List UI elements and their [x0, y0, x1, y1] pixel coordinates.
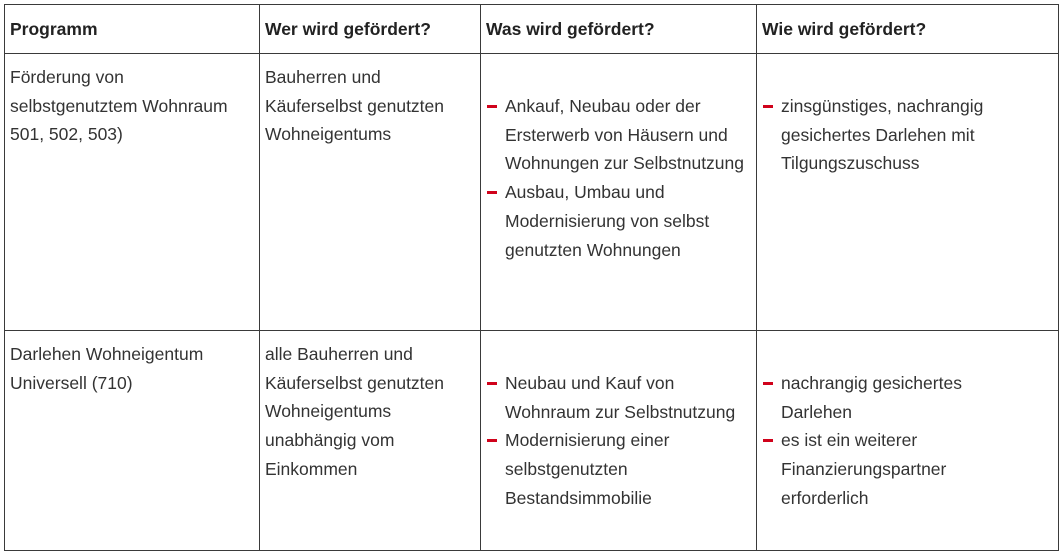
- wie-list: [762, 54, 990, 178]
- list-item: [486, 178, 751, 264]
- header-programm: Programm: [5, 5, 260, 54]
- programm-text: Förderung von selbstgenutztem Wohnraum 501, 502, 503): [10, 67, 228, 145]
- dash-bullet-icon: [763, 439, 773, 442]
- cell-was: [481, 54, 757, 331]
- cell-wer: [260, 331, 481, 551]
- list-item: [486, 426, 751, 512]
- cell-wer: [260, 54, 481, 331]
- list-item-text: Modernisierung einer selbstgenutzten Bestandsimmobilie: [505, 430, 670, 508]
- dash-bullet-icon: [487, 105, 497, 108]
- table-header-row: [5, 5, 1059, 54]
- dash-bullet-icon: [763, 382, 773, 385]
- list-item-text: Ankauf, Neubau oder der Ersterwerb von Häusern und Wohnungen zur Selbstnutzung: [505, 96, 745, 174]
- table-row: [5, 54, 1059, 331]
- cell-programm: [5, 331, 260, 551]
- programm-text: Darlehen Wohneigentum Universell (710): [10, 344, 204, 393]
- program-table: [4, 4, 1059, 551]
- header-wer: Wer wird gefördert?: [260, 5, 481, 54]
- list-item-text: nachrangig gesichertes Darlehen: [781, 373, 962, 422]
- dash-bullet-icon: [763, 105, 773, 108]
- was-list: [486, 331, 751, 513]
- cell-wie: [757, 54, 1059, 331]
- cell-was: [481, 331, 757, 551]
- list-item-text: es ist ein weiterer Finanzierungspartner erforderlich: [781, 430, 947, 508]
- dash-bullet-icon: [487, 439, 497, 442]
- list-item-text: zinsgünstiges, nachrangig gesichertes Darlehen mit Tilgungszuschuss: [781, 96, 984, 174]
- list-item: [486, 369, 751, 426]
- wer-text: Bauherren und Käuferselbst genutzten Wohneigentums: [265, 67, 445, 145]
- was-list: [486, 54, 751, 264]
- header-wie: Wie wird gefördert?: [757, 5, 1059, 54]
- cell-wie: [757, 331, 1059, 551]
- list-item: [762, 369, 972, 426]
- dash-bullet-icon: [487, 382, 497, 385]
- cell-programm: [5, 54, 260, 331]
- table-row: [5, 331, 1059, 551]
- header-was: Was wird gefördert?: [481, 5, 757, 54]
- dash-bullet-icon: [487, 191, 497, 194]
- wer-text: alle Bauherren und Käuferselbst genutzten Wohneigentums unabhängig vom Einkommen: [265, 344, 445, 479]
- list-item: [762, 426, 972, 512]
- list-item: [486, 92, 751, 178]
- list-item-text: Ausbau, Umbau und Modernisierung von selbst genutzten Wohnungen: [505, 182, 710, 260]
- list-item: [762, 92, 990, 178]
- list-item-text: Neubau und Kauf von Wohnraum zur Selbstnutzung: [505, 373, 736, 422]
- wie-list: [762, 331, 972, 513]
